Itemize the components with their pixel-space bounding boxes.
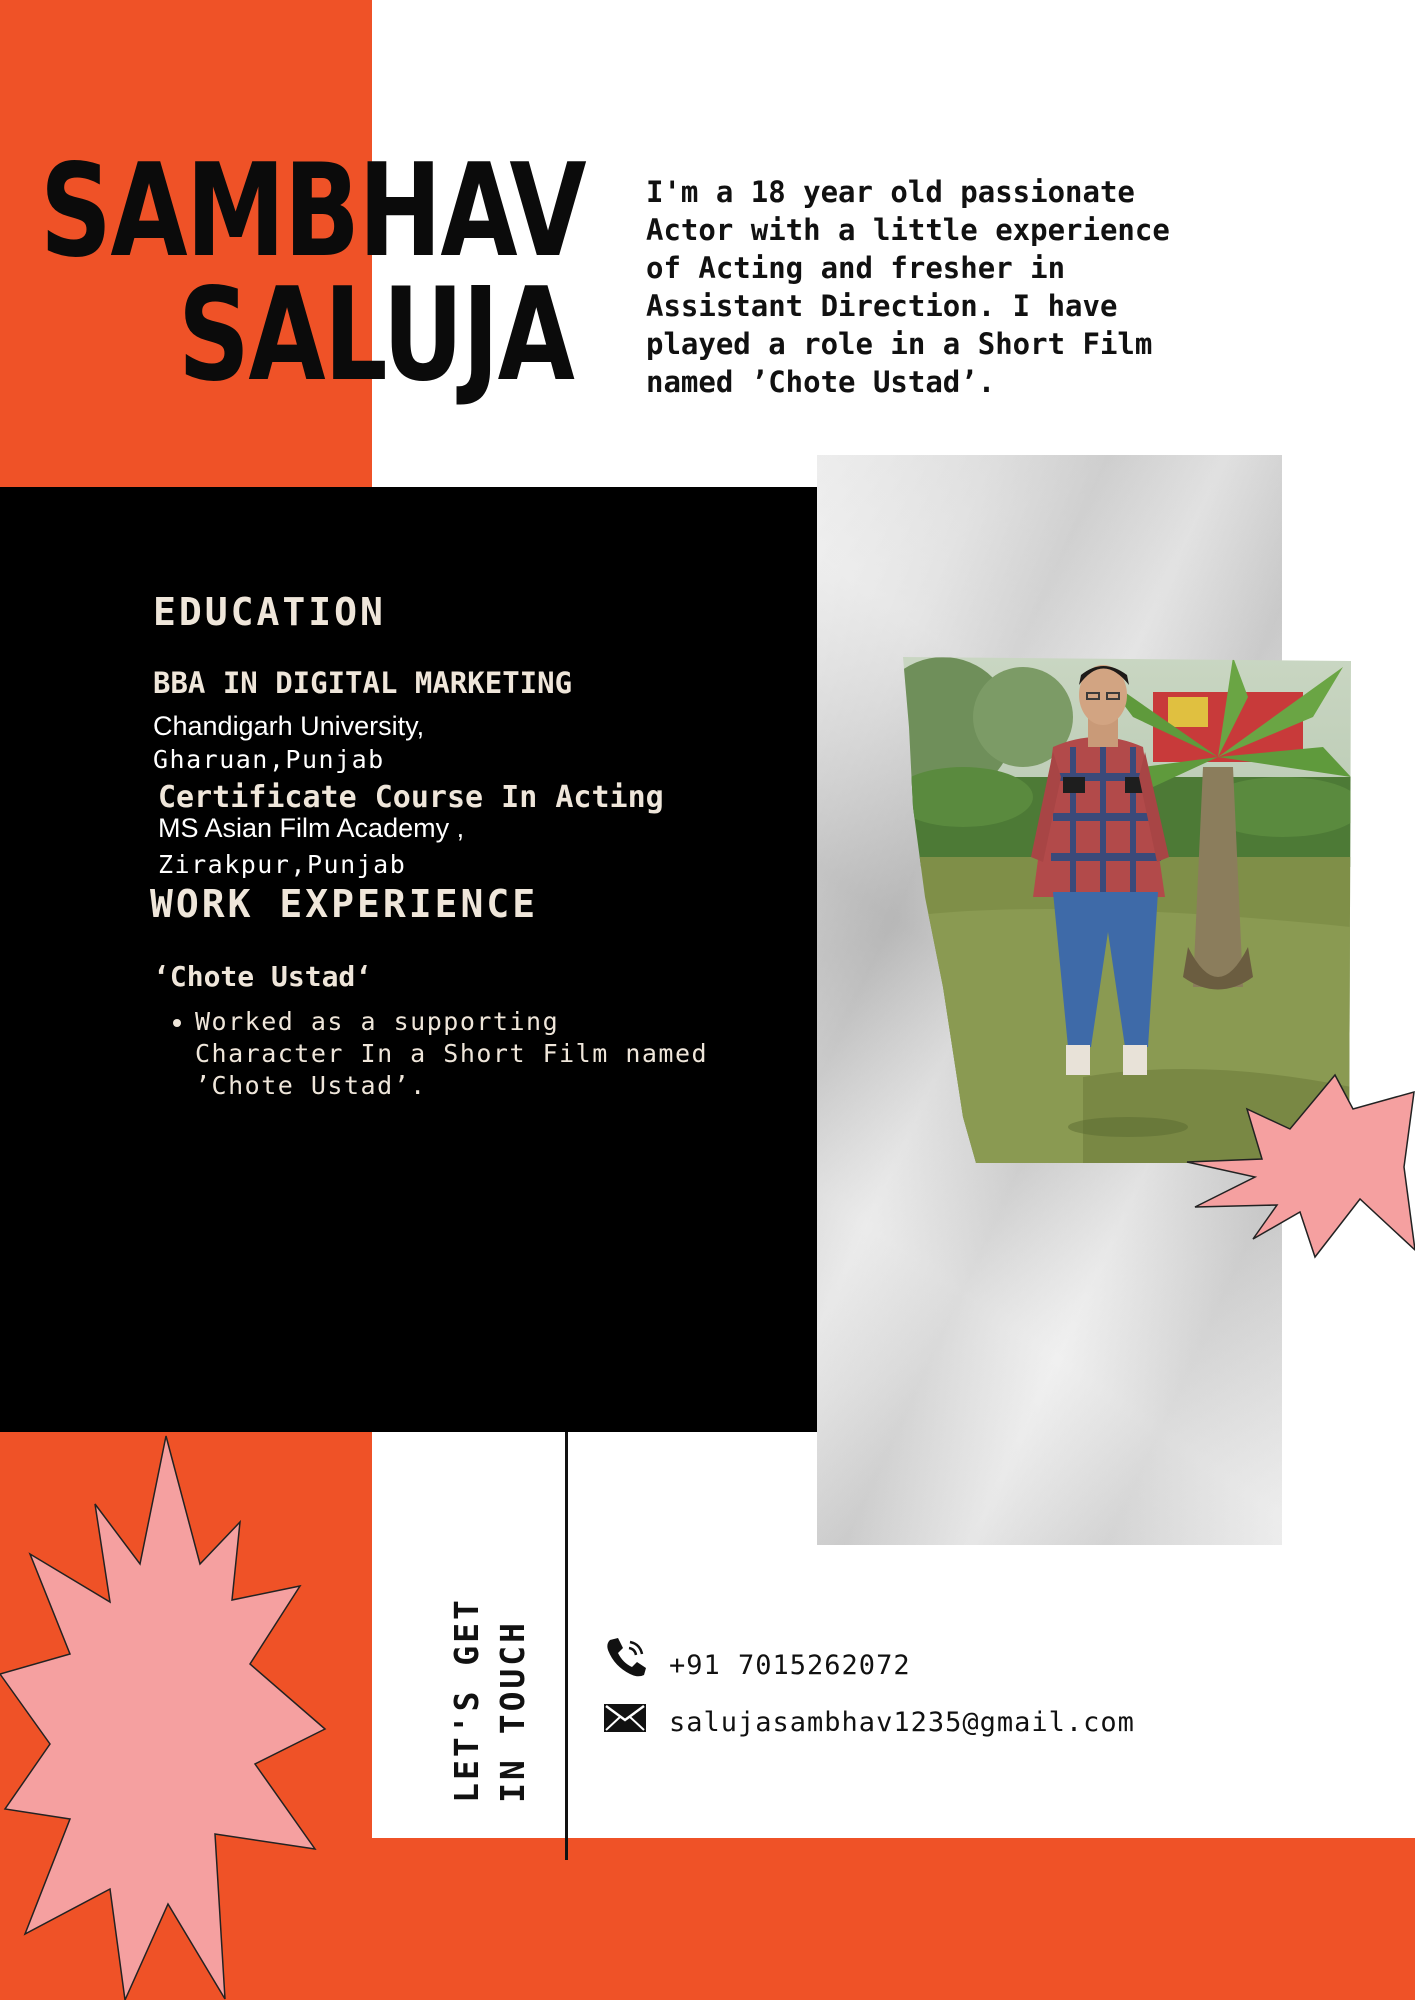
degree-title: BBA IN DIGITAL MARKETING (153, 666, 573, 700)
name-first: SAMBHAV (40, 137, 586, 286)
school-name: Chandigarh University, (153, 711, 425, 741)
email-address[interactable]: salujasambhav1235@gmail.com (669, 1707, 1135, 1738)
work-experience-heading: WORK EXPERIENCE (150, 882, 539, 926)
school-name: MS Asian Film Academy , (158, 813, 465, 843)
work-title: ‘Chote Ustad‘ (153, 960, 373, 993)
education-heading: EDUCATION (153, 590, 386, 634)
school-location: Gharuan,Punjab (153, 745, 385, 774)
mail-icon (603, 1703, 647, 1733)
intro-text: I'm a 18 year old passionate Actor with a little experience of Acting and fresher in Assistant Direction. I have played a role in a Short Film named ’Chote Ustad’. (646, 175, 1170, 399)
work-bullet-item: • Worked as a supporting Character In a Short Film named ’Chote Ustad’. (195, 1006, 715, 1102)
vertical-divider (565, 1432, 568, 1860)
name-last: SALUJA (178, 261, 574, 410)
contact-heading-line2: IN TOUCH (493, 1619, 532, 1803)
school-location: Zirakpur,Punjab (158, 850, 407, 879)
contact-heading (440, 1595, 540, 1805)
starburst-large (0, 1434, 330, 2000)
black-panel (0, 487, 817, 1432)
starburst-small (1185, 1067, 1415, 1259)
phone-icon (604, 1636, 648, 1678)
degree-title: Certificate Course In Acting (158, 780, 664, 815)
work-bullets (160, 1006, 715, 1102)
phone-number[interactable]: +91 7015262072 (669, 1650, 911, 1681)
contact-heading-line1: LET'S GET (447, 1597, 486, 1803)
